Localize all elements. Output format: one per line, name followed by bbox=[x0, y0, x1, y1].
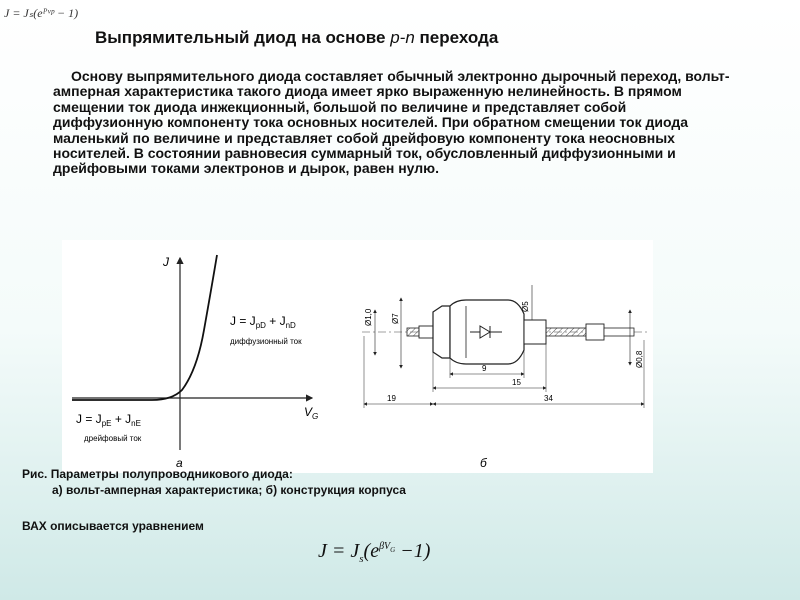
lower-equation: $J = J_{pE} + J_{nE}$ bbox=[76, 412, 141, 428]
title-suffix: перехода bbox=[414, 28, 499, 47]
dim-body-diameter: Ø7 bbox=[391, 313, 400, 324]
y-axis-label: J bbox=[163, 255, 169, 269]
dim-9: 9 bbox=[482, 364, 487, 373]
dim-15: 15 bbox=[512, 378, 521, 387]
page-title bbox=[95, 28, 498, 48]
x-axis-label: $V_G$ bbox=[304, 405, 319, 421]
iv-curve bbox=[72, 255, 217, 400]
vax-equation bbox=[318, 540, 430, 565]
eq-lhs: J = J bbox=[318, 540, 360, 562]
right-lead-hatched bbox=[546, 328, 586, 336]
corner-formula: J = Jₛ(eᴾᵛᵖ − 1) bbox=[4, 6, 79, 20]
eq-sub: s bbox=[359, 553, 364, 565]
dim-34: 34 bbox=[544, 394, 553, 403]
iv-graph bbox=[72, 255, 318, 470]
diode-body bbox=[450, 300, 524, 364]
eq-exp: βVG bbox=[379, 541, 396, 555]
eq-tail: −1) bbox=[395, 540, 431, 562]
eq-mid: (e bbox=[363, 540, 380, 562]
drift-current-note: дрейфовый ток bbox=[84, 434, 142, 443]
dim-lead-right: Ø0,8 bbox=[635, 350, 644, 368]
dim-cap-diameter: Ø5 bbox=[521, 301, 530, 312]
figure-svg bbox=[62, 240, 653, 473]
intro-paragraph: Основу выпрямительного диода составляет обычный электронно дырочный переход, вольт-амперная характеристика такого диода имеет ярко выраженную нелинейность. В прямом смещении ток диода инжекционный, большой по величине и представляет собой диффузионную компоненту тока основных носителей. При обратном смещении ток диода маленький по величине и представляет собой дрейфовую компоненту тока неосновных носителей. В состоянии равновесия суммарный ток, обусловленный диффузионными и дрейфовыми токами электронов и дырок, равен нулю. bbox=[53, 68, 730, 177]
title-pn: p-n bbox=[390, 28, 415, 47]
panel-b-label: б bbox=[480, 456, 487, 470]
panel-a-label: а bbox=[176, 456, 183, 470]
upper-equation: $J = J_{pD} + J_{nD}$ bbox=[230, 314, 296, 330]
title-prefix: Выпрямительный диод на основе bbox=[95, 28, 391, 47]
dim-lead-left: Ø1,0 bbox=[364, 308, 373, 326]
right-lead-collar bbox=[586, 324, 604, 340]
body-flange bbox=[433, 306, 450, 358]
diffusion-current-note: диффузионный ток bbox=[230, 337, 302, 346]
figure-caption-line1: Рис. Параметры полупроводникового диода: bbox=[22, 467, 293, 481]
vax-text: ВАХ описывается уравнением bbox=[22, 519, 204, 533]
left-lead-stub bbox=[407, 328, 419, 336]
figure-panel bbox=[62, 240, 653, 473]
right-lead-end bbox=[604, 328, 634, 336]
dim-19: 19 bbox=[387, 394, 396, 403]
diode-package-drawing bbox=[362, 285, 647, 470]
left-lead-collar bbox=[419, 326, 433, 338]
figure-caption-line2: а) вольт-амперная характеристика; б) конструкция корпуса bbox=[52, 483, 406, 497]
body-cap bbox=[524, 320, 546, 344]
